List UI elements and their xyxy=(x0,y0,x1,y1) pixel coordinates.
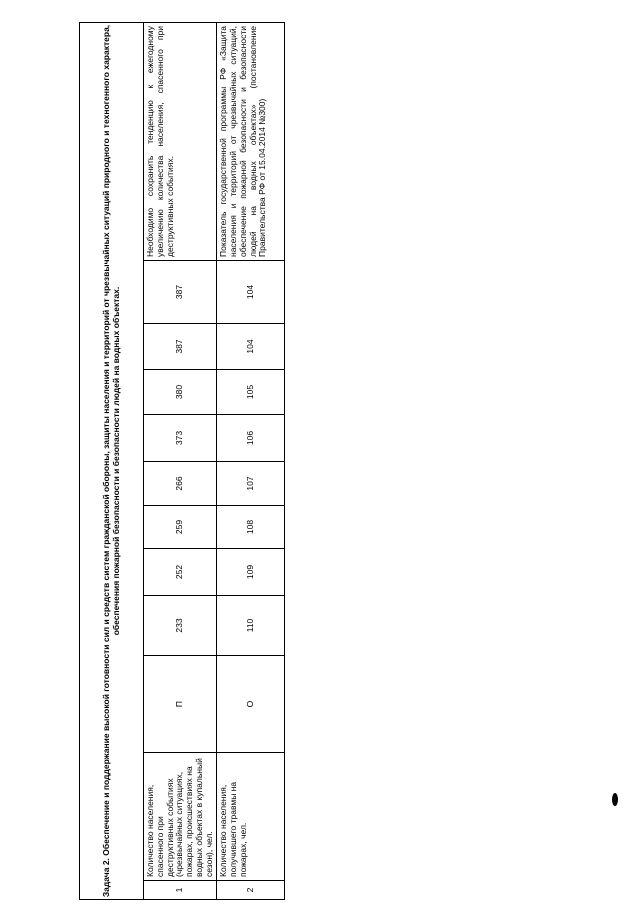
row-number: 1 xyxy=(144,881,217,900)
value-cell: 104 xyxy=(217,261,285,324)
value-cell: 387 xyxy=(144,261,217,324)
table-row xyxy=(217,23,285,900)
table-row xyxy=(144,23,217,900)
value-cell: 107 xyxy=(217,462,285,506)
note-cell: Необходимо сохранить тенденцию к ежегодному увеличению количества населения, спасенного при деструктивных событиях. xyxy=(144,23,217,261)
value-cell: 110 xyxy=(217,596,285,656)
value-cell: 233 xyxy=(144,596,217,656)
indicator-code: О xyxy=(217,656,285,753)
value-cell: 108 xyxy=(217,506,285,549)
indicator-code: П xyxy=(144,656,217,753)
value-cell: 104 xyxy=(217,324,285,370)
task-header-row xyxy=(80,23,144,900)
value-cell: 105 xyxy=(217,370,285,415)
indicator-name: Количество населения, получившего травмы на пожарах, чел. xyxy=(217,753,285,881)
value-cell: 259 xyxy=(144,506,217,549)
value-cell: 380 xyxy=(144,370,217,415)
value-cell: 373 xyxy=(144,415,217,462)
indicator-name: Количество населения, спасенного при деструктивных событиях (чрезвычайных ситуациях, пожарах, происшествиях на водных объектах в купальный сезон), чел. xyxy=(144,753,217,881)
note-cell: Показатель государственной программы РФ «Защита населения и территорий от чрезвычайных ситуаций, обеспечение пожарной безопасности и безопасности людей на водных объектах» (постановление Правительства РФ от 15.04.2014 №300) xyxy=(217,23,285,261)
value-cell: 387 xyxy=(144,324,217,370)
indicators-table xyxy=(79,22,285,900)
value-cell: 252 xyxy=(144,549,217,596)
task-title xyxy=(80,23,144,900)
value-cell: 266 xyxy=(144,462,217,506)
ink-mark xyxy=(612,793,618,806)
row-number: 2 xyxy=(217,881,285,900)
task-prefix: Задача 2. xyxy=(100,858,111,898)
value-cell: 109 xyxy=(217,549,285,596)
value-cell: 106 xyxy=(217,415,285,462)
task-title-text: Обеспечение и поддержание высокой готовности сил и средств систем гражданской обороны, защиты населения и территорий от чрезвычайных ситуаций природного и техногенного характера, обеспечения пожарной безопасности и безопасности людей на водных объектах. xyxy=(100,24,121,856)
